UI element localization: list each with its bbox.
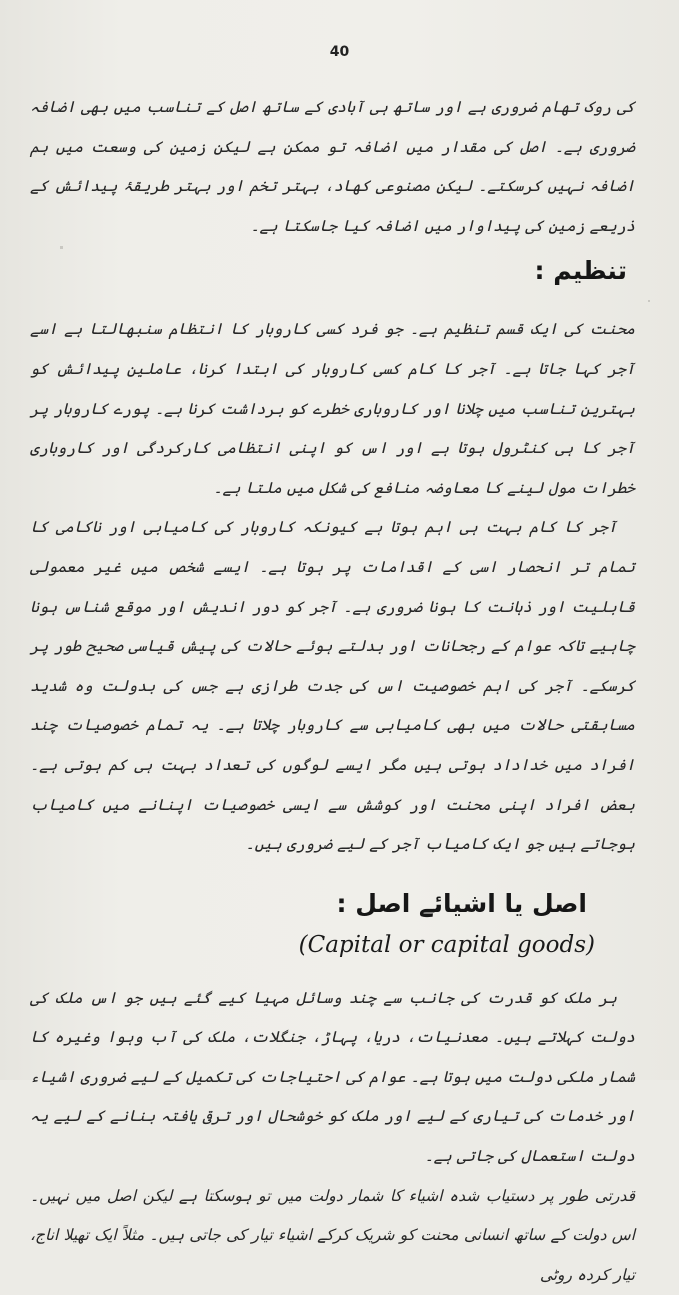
- paragraph: ہر ملک کو قدرت کی جانب سے چند وسائل مہیا کیے گئے ہیں جو اس ملک کی دولت کہلاتے ہیں۔ معدنیات، دریا، پہاڑ، جنگلات، ملک کی آب وہوا وغیرہ کا شمار ملکی دولت میں ہوتا ہے۔ عوام کی احتیاجات کی تکمیل کے لیے ضروری اشیاء اور خدمات کی تیاری کے لیے اور ملک کو خوشحال اور ترقی یافتہ بنانے کے لیے یہ دولت استعمال کی جاتی ہے۔: [30, 988, 635, 1166]
- section-heading-tanzeem: تنظیم :: [534, 256, 627, 286]
- paragraph: آجر کا کام بہت ہی اہم ہوتا ہے کیونکہ کاروبار کی کامیابی اور ناکامی کا تمام تر انحصار اسی کے اقدامات پر ہوتا ہے۔ ایسے شخص میں غیر معمولی قابلیت اور ذہانت کا ہونا ضروری ہے۔ آجر کو دور اندیش اور موقع شناس ہونا چاہیے تاکہ عوام کے رجحانات اور بدلتے ہوئے حالات کی پیش قیاسی صحیح طور پر کرسکے۔ آجر کی اہم خصوصیت اس کی جدت طرازی ہے جس کی بدولت وہ شدید مسابقتی حالات میں بھی کامیابی سے کاروبار چلاتا ہے۔ یہ تمام خصوصیات چند افراد میں خداداد ہوتی ہیں مگر ایسے لوگوں کی تعداد بہت ہی کم ہوتی ہے۔ بعض افراد اپنی محنت اور کوشش سے ایسی خصوصیات اپنانے میں کامیاب ہوجاتے ہیں جو ایک کامیاب آجر کے لیے ضروری ہیں۔: [30, 518, 635, 854]
- page-body: [30, 88, 635, 1295]
- paragraph: قدرتی طور پر دستیاب شدہ اشیاء کا شمار دولت میں تو ہوسکتا ہے لیکن اصل میں نہیں۔ اس دولت کے ساتھ انسانی محنت کو شریک کرکے اشیاء تیار کی جاتی ہیں۔ مثلاً ایک تھیلا اناج، تیار کردہ روٹی: [30, 1186, 635, 1284]
- scan-speck: [648, 300, 650, 302]
- paragraph: محنت کی ایک قسم تنظیم ہے۔ جو فرد کسی کاروبار کا انتظام سنبھالتا ہے اسے آجر کہا جاتا ہے۔ آجر کا کام کسی کاروبار کی ابتدا کرنا، عاملین پیدائش کو بہترین تناسب میں چلانا اور کاروباری خطرے کو برداشت کرنا ہے۔ پورے کاروبار پر آجر کا ہی کنٹرول ہوتا ہے اور اس کو اپنی انتظامی کارکردگی اور کاروباری خطرات مول لینے کا معاوضہ منافع کی شکل میں ملتا ہے۔: [30, 320, 635, 497]
- page-number: 40: [329, 44, 350, 60]
- section-heading-capital-english: (Capital or capital goods): [298, 931, 595, 958]
- paragraph: کی روک تھام ضروری ہے اور ساتھ ہی آبادی کے ساتھ اصل کے تناسب میں بھی اضافہ ضروری ہے۔ اصل کی مقدار میں اضافہ تو ممکن ہے لیکن زمین کی وسعت میں ہم اضافہ نہیں کرسکتے۔ لیکن مصنوعی کھاد، بہتر تخم اور بہتر طریقۂ پیدائش کے ذریعے زمین کی پیداوار میں اضافہ کیا جاسکتا ہے۔: [30, 98, 635, 235]
- section-heading-capital: اصل یا اشیائے اصل :: [336, 888, 587, 918]
